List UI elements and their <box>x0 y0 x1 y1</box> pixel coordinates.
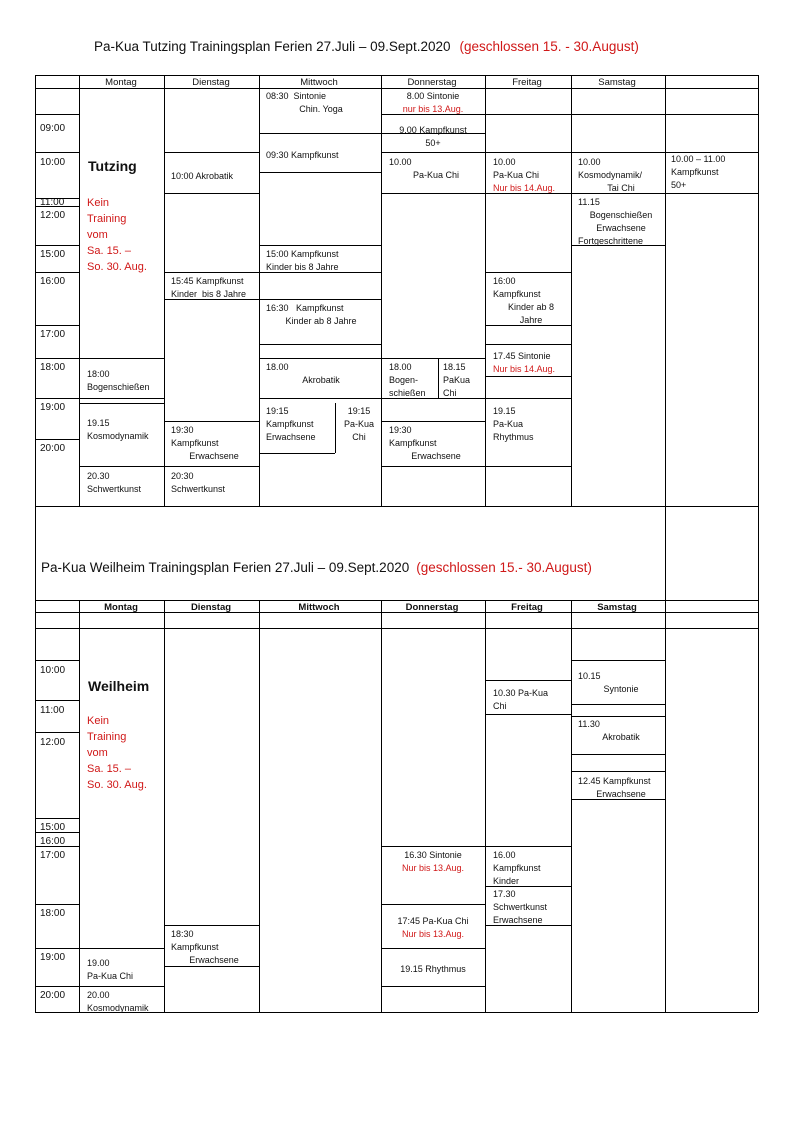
grid-line <box>571 660 665 661</box>
grid-line <box>259 453 335 454</box>
event-line: Akrobatik <box>602 732 640 742</box>
event-line: Kampfkunst <box>171 438 219 448</box>
event-line: Erwachsene <box>266 432 316 442</box>
event-line: Nur bis 14.Aug. <box>493 364 556 374</box>
grid-line <box>381 846 485 847</box>
event-line: 18.00 <box>389 362 412 372</box>
event-line: Erwachsene <box>493 915 543 925</box>
event-line: Chi <box>352 432 366 442</box>
event-line: Kinder ab 8 <box>507 302 555 312</box>
event-line: Kinder ab 8 Jahre <box>285 316 357 326</box>
grid-line <box>35 506 758 507</box>
event-line: Kosmodynamik <box>87 431 149 441</box>
event-line: Kampfkunst <box>266 419 314 429</box>
time-label: 18:00 <box>40 908 66 919</box>
event-sa-kosmo <box>578 156 664 195</box>
event-line: Erwachsene <box>596 789 646 799</box>
event-line: 9.00 Kampfkunst <box>399 125 467 135</box>
grid-line <box>758 600 759 1012</box>
time-label: 10:00 <box>40 157 66 168</box>
grid-line <box>758 75 759 506</box>
grid-line <box>571 771 665 772</box>
grid-line <box>35 904 79 905</box>
grid-line <box>164 600 165 1012</box>
event-fr-kampf-kinder <box>493 849 569 888</box>
grid-line <box>381 466 485 467</box>
time-label: 17:00 <box>40 850 66 861</box>
event-line: 10.00 – 11.00 <box>671 154 726 164</box>
grid-line <box>485 376 571 377</box>
grid-line <box>259 75 260 506</box>
event-mo-kosmo <box>87 417 163 443</box>
grid-line <box>35 600 758 601</box>
event-sa-syntonie <box>578 670 664 696</box>
grid-line <box>259 299 381 300</box>
grid-line <box>79 466 164 467</box>
event-line: 17.30 <box>493 889 516 899</box>
grid-line <box>571 75 572 506</box>
closed-notice: (geschlossen 15.- 30.August) <box>416 560 592 575</box>
grid-line <box>571 152 665 153</box>
time-label: 18:00 <box>40 362 66 373</box>
grid-line <box>35 114 79 115</box>
event-line: Kampfkunst <box>493 863 541 873</box>
event-mo-schwert <box>87 470 163 496</box>
grid-line <box>485 152 571 153</box>
time-label: 19:00 <box>40 952 66 963</box>
event-line: Erwachsene <box>189 955 239 965</box>
grid-line <box>79 600 80 1012</box>
event-line: Jahre <box>519 315 543 325</box>
grid-line <box>381 948 485 949</box>
event-mi-pakua <box>338 405 380 444</box>
closed-note: Kein Training vom Sa. 15. – So. 30. Aug. <box>87 197 147 273</box>
time-label: 11:00 <box>40 197 65 208</box>
event-do-pakua <box>383 915 483 941</box>
grid-line <box>164 925 259 926</box>
event-mi-kampf-erw <box>266 405 334 444</box>
day-header-mittwoch: Mittwoch <box>300 77 338 88</box>
event-line: 10.30 Pa-Kua <box>493 688 549 698</box>
grid-line <box>35 628 758 629</box>
grid-line <box>79 986 164 987</box>
event-fr-schwert <box>493 888 569 927</box>
time-label: 15:00 <box>40 822 66 833</box>
event-line: Pa-Kua Chi <box>412 170 460 180</box>
event-line: 20.00 <box>87 990 110 1000</box>
grid-line <box>164 421 259 422</box>
event-line: 16.00 <box>493 850 516 860</box>
grid-line <box>485 344 571 345</box>
event-line: Schwertkunst <box>493 902 548 912</box>
grid-line <box>485 846 571 847</box>
grid-line <box>35 846 79 847</box>
event-line: Erwachsene <box>596 223 646 233</box>
event-ex-kampf50 <box>671 153 757 192</box>
event-line: Erwachsene <box>189 451 239 461</box>
event-sa-kampf-erw <box>578 775 664 801</box>
closed-notice: (geschlossen 15. - 30.August) <box>459 39 639 54</box>
grid-line <box>381 75 382 506</box>
grid-line <box>35 818 79 819</box>
event-di-kampf-erw <box>171 928 257 967</box>
event-line: Chi <box>493 701 507 711</box>
event-mo-bogen <box>87 368 163 394</box>
grid-line <box>665 114 758 115</box>
event-line: Kinder bis 8 Jahre <box>266 262 339 272</box>
event-line: Kampfkunst <box>389 438 437 448</box>
day-header-samstag: Samstag <box>597 602 637 613</box>
grid-line <box>485 680 571 681</box>
event-line: Pa-Kua <box>343 419 375 429</box>
grid-line <box>381 421 485 422</box>
event-di-kampf-kinder <box>171 275 259 301</box>
grid-line <box>381 986 485 987</box>
grid-line <box>665 193 758 194</box>
time-label: 11:00 <box>40 705 65 716</box>
day-header-mittwoch: Mittwoch <box>298 602 340 613</box>
grid-line <box>35 398 79 399</box>
event-line: 19.15 <box>87 418 110 428</box>
grid-line <box>665 75 666 506</box>
time-label: 16:00 <box>40 276 66 287</box>
day-header-samstag: Samstag <box>598 77 636 88</box>
event-line: Erwachsene <box>411 451 461 461</box>
grid-line <box>35 245 79 246</box>
event-line: Schwertkunst <box>87 484 142 494</box>
grid-line <box>665 600 666 1012</box>
grid-line <box>35 325 79 326</box>
event-line: 20.30 <box>87 471 110 481</box>
grid-line <box>571 114 665 115</box>
event-line: 17.45 Sintonie <box>493 351 551 361</box>
grid-line <box>485 714 571 715</box>
event-line: 19.15 <box>493 406 516 416</box>
time-label: 12:00 <box>40 737 66 748</box>
page-title-weilheim <box>41 560 592 575</box>
grid-line <box>259 344 381 345</box>
grid-line <box>164 75 165 506</box>
event-line: Kosmodynamik/ <box>578 170 643 180</box>
event-sa-akro <box>578 718 664 744</box>
time-label: 20:00 <box>40 443 66 454</box>
event-line: 11.15 <box>578 197 600 207</box>
event-line: Fortgeschrittene <box>578 236 644 246</box>
grid-line <box>571 716 665 717</box>
event-line: Kampfkunst <box>493 289 541 299</box>
event-line: Kampfkunst <box>171 942 219 952</box>
event-line: 17:45 Pa-Kua Chi <box>397 916 469 926</box>
event-line: Akrobatik <box>302 375 340 385</box>
event-line: 16.30 Sintonie <box>404 850 462 860</box>
grid-line <box>665 506 666 600</box>
event-line: 50+ <box>425 138 441 148</box>
event-line: Pa-Kua <box>493 419 524 429</box>
grid-line <box>35 88 758 89</box>
location-label-weilheim: Weilheim <box>88 678 150 694</box>
event-line: 19:30 <box>389 425 412 435</box>
grid-line <box>35 832 79 833</box>
time-label: 20:00 <box>40 990 66 1001</box>
grid-line <box>79 948 164 949</box>
grid-line <box>758 506 759 600</box>
event-line: Syntonie <box>603 684 639 694</box>
event-line: 16:00 <box>493 276 516 286</box>
day-header-dienstag: Dienstag <box>192 77 230 88</box>
event-line: 10.00 <box>493 157 516 167</box>
day-header-donnerstag: Donnerstag <box>405 602 459 613</box>
event-mo-pakua <box>87 957 163 983</box>
event-do-pakua2 <box>443 361 483 400</box>
event-mo-kosmo <box>87 989 163 1015</box>
location-label-tutzing: Tutzing <box>88 158 137 174</box>
event-line: Bogenschießen <box>87 382 150 392</box>
grid-line <box>485 398 571 399</box>
grid-line <box>381 152 485 153</box>
grid-line <box>79 75 80 506</box>
event-line: Pa-Kua Chi <box>87 971 134 981</box>
event-line: Chin. Yoga <box>299 104 343 114</box>
event-mi-sintonie <box>266 90 376 116</box>
grid-line <box>438 358 439 398</box>
event-line: 50+ <box>671 180 687 190</box>
grid-line <box>259 245 381 246</box>
grid-line <box>164 272 259 273</box>
grid-line <box>35 506 36 600</box>
event-line: 20:30 <box>171 471 194 481</box>
day-header-montag: Montag <box>105 77 137 88</box>
grid-line <box>259 600 260 1012</box>
event-line: Bogenschießen <box>589 210 653 220</box>
grid-line <box>381 193 485 194</box>
event-line: 18:30 <box>171 929 194 939</box>
grid-line <box>35 206 79 207</box>
event-line: nur bis 13.Aug. <box>402 104 464 114</box>
event-line: 15:00 Kampfkunst <box>266 249 339 259</box>
grid-line <box>571 600 572 1012</box>
grid-line <box>79 403 164 404</box>
grid-line <box>335 403 336 453</box>
event-do-sintonie <box>383 849 483 875</box>
event-line: 19:15 <box>347 406 371 416</box>
event-line: 18:00 <box>87 369 110 379</box>
grid-line <box>35 272 79 273</box>
grid-line <box>485 272 571 273</box>
day-header-montag: Montag <box>104 602 138 613</box>
event-do-bogen <box>389 361 437 400</box>
time-label: 16:00 <box>40 836 66 847</box>
event-line: 16:30 Kampfkunst <box>266 303 344 313</box>
event-do-rhythmus <box>383 963 483 976</box>
grid-line <box>164 152 259 153</box>
event-line: 15:45 Kampfkunst <box>171 276 244 286</box>
event-do-pakua <box>389 156 483 182</box>
grid-line <box>35 358 79 359</box>
event-line: 11.30 <box>578 719 600 729</box>
time-label: 17:00 <box>40 329 66 340</box>
event-do-sintonie <box>383 90 483 116</box>
event-do-kampf-erw <box>389 424 483 463</box>
grid-line <box>571 704 665 705</box>
event-line: 19:15 <box>266 406 289 416</box>
event-di-kampf-erw <box>171 424 257 463</box>
event-line: Kampfkunst <box>671 167 719 177</box>
event-line: Bogen- <box>389 375 419 385</box>
event-fr-pakua <box>493 687 569 713</box>
event-line: Kinder bis 8 Jahre <box>171 289 247 299</box>
grid-line <box>381 600 382 1012</box>
event-line: 18.00 <box>266 362 289 372</box>
grid-line <box>485 114 571 115</box>
event-line: Nur bis 14.Aug. <box>493 183 556 193</box>
event-line: 19.15 Rhythmus <box>400 964 466 974</box>
event-line: 09:30 Kampfkunst <box>266 150 339 160</box>
grid-line <box>485 600 486 1012</box>
grid-line <box>35 198 79 199</box>
grid-line <box>381 358 485 359</box>
event-line: Nur bis 13.Aug. <box>401 863 465 873</box>
event-line: Rhythmus <box>493 432 534 442</box>
event-line: 08:30 Sintonie <box>266 91 327 101</box>
grid-line <box>35 75 36 506</box>
grid-line <box>259 133 381 134</box>
event-fr-kampf-kinder <box>493 275 569 327</box>
event-line: 10.00 <box>389 157 412 167</box>
event-line: 10:00 Akrobatik <box>171 171 234 181</box>
grid-line <box>35 732 79 733</box>
event-line: Chi <box>443 388 457 398</box>
closed-note: Kein Training vom Sa. 15. – So. 30. Aug. <box>87 715 147 791</box>
event-do-kampf50 <box>383 124 483 150</box>
time-label: 19:00 <box>40 402 66 413</box>
grid-line <box>259 358 381 359</box>
grid-line <box>485 75 486 506</box>
event-di-schwert <box>171 470 257 496</box>
event-line: 19.00 <box>87 958 110 968</box>
title-text: Pa-Kua Weilheim Trainingsplan Ferien 27.Juli – 09.Sept.2020 <box>41 560 410 575</box>
grid-line <box>164 193 259 194</box>
event-line: Kinder <box>493 876 520 886</box>
grid-line <box>35 439 79 440</box>
grid-line <box>35 152 79 153</box>
event-line: schießen <box>389 388 426 398</box>
event-line: Pa-Kua Chi <box>493 170 540 180</box>
event-line: Schwertkunst <box>171 484 226 494</box>
event-mi-kampf-kinder2 <box>266 302 376 328</box>
day-header-donnerstag: Donnerstag <box>407 77 457 88</box>
event-di-akro <box>171 170 257 183</box>
grid-line <box>35 700 79 701</box>
time-label: 12:00 <box>40 210 66 221</box>
event-fr-rhythmus <box>493 405 569 444</box>
day-header-dienstag: Dienstag <box>190 602 232 613</box>
day-header-freitag: Freitag <box>511 602 543 613</box>
time-label: 10:00 <box>40 665 66 676</box>
event-mi-akro <box>266 361 376 387</box>
event-sa-bogen <box>578 196 664 248</box>
event-mi-kampf <box>266 149 376 162</box>
event-line: 10.00 <box>578 157 601 167</box>
grid-line <box>79 398 164 399</box>
grid-line <box>259 172 381 173</box>
event-line: Tai Chi <box>607 183 635 193</box>
grid-line <box>79 358 164 359</box>
time-label: 09:00 <box>40 123 66 134</box>
grid-line <box>164 466 259 467</box>
event-line: Nur bis 13.Aug. <box>401 929 465 939</box>
event-line: 12.45 Kampfkunst <box>578 776 651 786</box>
grid-line <box>35 600 36 1012</box>
grid-line <box>381 904 485 905</box>
event-line: 18.15 <box>443 362 466 372</box>
page-title-tutzing <box>94 39 639 54</box>
grid-line <box>571 754 665 755</box>
title-text: Pa-Kua Tutzing Trainingsplan Ferien 27.Juli – 09.Sept.2020 <box>94 39 451 54</box>
grid-line <box>259 398 381 399</box>
day-header-freitag: Freitag <box>512 77 542 88</box>
event-line: 8.00 Sintonie <box>406 91 460 101</box>
event-fr-sintonie <box>493 350 569 376</box>
event-mi-kampf-kinder <box>266 248 378 274</box>
event-line: Kosmodynamik <box>87 1003 149 1013</box>
time-label: 15:00 <box>40 249 66 260</box>
event-line: 10.15 <box>578 671 601 681</box>
grid-line <box>35 948 79 949</box>
event-line: PaKua <box>443 375 471 385</box>
event-line: 19:30 <box>171 425 194 435</box>
event-fr-pakua <box>493 156 569 195</box>
grid-line <box>485 466 571 467</box>
grid-line <box>35 986 79 987</box>
grid-line <box>35 660 79 661</box>
grid-line <box>35 75 758 76</box>
